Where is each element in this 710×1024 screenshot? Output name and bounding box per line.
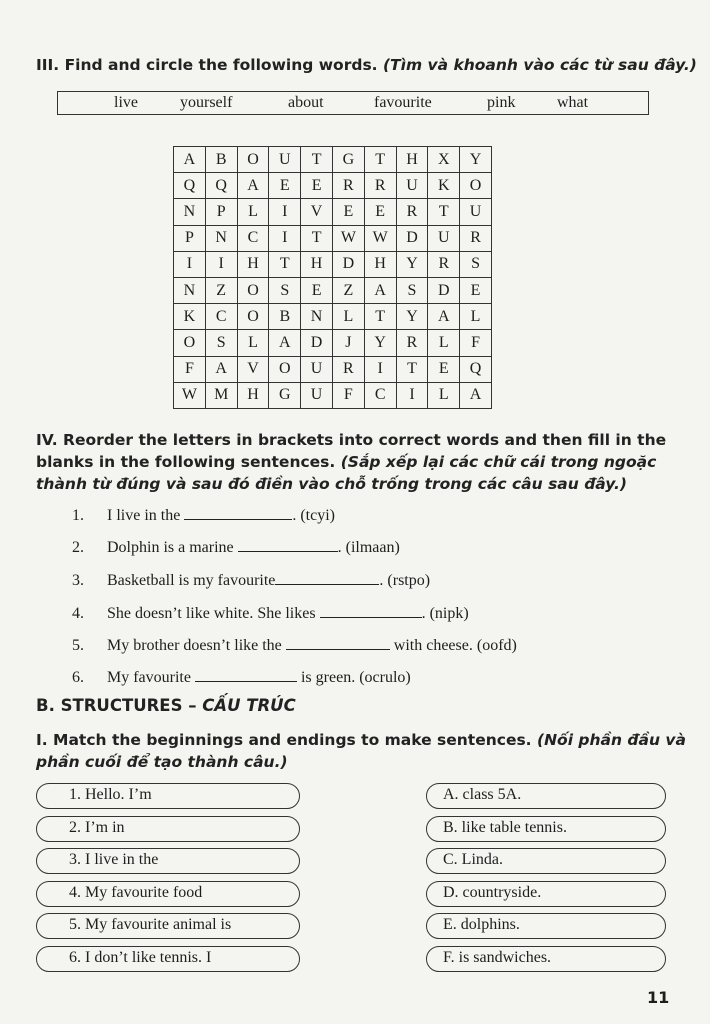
grid-row (174, 277, 492, 303)
grid-cell[interactable]: C (364, 382, 396, 408)
grid-cell[interactable]: T (301, 225, 333, 251)
answer-blank-3[interactable] (275, 570, 379, 585)
grid-cell[interactable]: O (269, 356, 301, 382)
section-b-title-vi: CẤU TRÚC (202, 696, 296, 715)
section-4-title-vi: (Sắp xếp lại các chữ cái trong ngoặc thành từ đúng và sau đó điền vào chỗ trống trong các câu sau đây.) (36, 453, 657, 493)
grid-cell[interactable]: U (301, 382, 333, 408)
grid-cell[interactable]: D (332, 251, 364, 277)
grid-cell[interactable]: D (396, 225, 428, 251)
grid-cell[interactable]: A (460, 382, 492, 408)
match-left-4[interactable]: 4. My favourite food (36, 881, 300, 907)
grid-cell[interactable]: Y (396, 304, 428, 330)
grid-cell[interactable]: I (269, 199, 301, 225)
grid-cell[interactable]: Q (460, 356, 492, 382)
grid-cell[interactable]: I (174, 251, 206, 277)
grid-cell[interactable]: T (301, 147, 333, 173)
grid-cell[interactable]: S (205, 330, 237, 356)
grid-cell[interactable]: N (174, 199, 206, 225)
section-3-title-en: III. Find and circle the following words. (36, 56, 378, 74)
grid-cell[interactable]: O (174, 330, 206, 356)
word-search-grid (173, 146, 492, 409)
grid-cell[interactable]: Q (174, 173, 206, 199)
grid-cell[interactable]: E (301, 173, 333, 199)
grid-cell[interactable]: Y (364, 330, 396, 356)
grid-cell[interactable]: D (301, 330, 333, 356)
section-4-title-en: IV. Reorder the letters in brackets into correct words and then fill in the blanks in the following sentences. (36, 431, 667, 471)
word-live: live (114, 94, 138, 111)
section-3-title (36, 56, 697, 74)
grid-cell[interactable]: U (460, 199, 492, 225)
question-5: 5. My brother doesn’t like the with cheese. (oofd) (72, 637, 517, 654)
grid-cell[interactable]: T (269, 251, 301, 277)
match-left-6[interactable]: 6. I don’t like tennis. I (36, 946, 300, 972)
page-number: 11 (647, 988, 670, 1007)
grid-cell[interactable]: R (332, 356, 364, 382)
match-left-5[interactable]: 5. My favourite animal is (36, 913, 300, 939)
grid-cell[interactable]: G (269, 382, 301, 408)
grid-cell[interactable]: U (428, 225, 460, 251)
grid-cell[interactable]: I (396, 382, 428, 408)
grid-cell[interactable]: H (364, 251, 396, 277)
grid-cell[interactable]: S (269, 277, 301, 303)
grid-cell[interactable]: K (428, 173, 460, 199)
grid-cell[interactable]: I (205, 251, 237, 277)
grid-cell[interactable]: H (237, 382, 269, 408)
match-right-e[interactable]: E. dolphins. (426, 913, 666, 939)
grid-cell[interactable]: N (301, 304, 333, 330)
grid-cell[interactable]: L (460, 304, 492, 330)
grid-cell[interactable]: H (301, 251, 333, 277)
grid-cell[interactable]: E (460, 277, 492, 303)
grid-cell[interactable]: Y (460, 147, 492, 173)
grid-cell[interactable]: M (205, 382, 237, 408)
match-right-b[interactable]: B. like table tennis. (426, 816, 666, 842)
section-1-title-vi: (Nối phần đầu và phần cuối để tạo thành câu.) (36, 731, 686, 771)
grid-row (174, 251, 492, 277)
grid-cell[interactable]: S (460, 251, 492, 277)
grid-row (174, 356, 492, 382)
grid-cell[interactable]: D (428, 277, 460, 303)
grid-cell[interactable]: O (460, 173, 492, 199)
grid-cell[interactable]: W (364, 225, 396, 251)
grid-cell[interactable]: N (205, 225, 237, 251)
grid-cell[interactable]: R (332, 173, 364, 199)
grid-cell[interactable]: E (301, 277, 333, 303)
grid-cell[interactable]: B (205, 147, 237, 173)
grid-row (174, 330, 492, 356)
grid-cell[interactable]: R (364, 173, 396, 199)
grid-cell[interactable]: J (332, 330, 364, 356)
grid-cell[interactable]: L (428, 330, 460, 356)
grid-cell[interactable]: A (237, 173, 269, 199)
answer-blank-1[interactable] (184, 505, 292, 520)
grid-cell[interactable]: Z (205, 277, 237, 303)
grid-cell[interactable]: C (237, 225, 269, 251)
grid-cell[interactable]: L (332, 304, 364, 330)
grid-cell[interactable]: F (460, 330, 492, 356)
grid-cell[interactable]: R (460, 225, 492, 251)
grid-cell[interactable]: E (269, 173, 301, 199)
grid-cell[interactable]: W (174, 382, 206, 408)
grid-cell[interactable]: E (332, 199, 364, 225)
grid-cell[interactable]: P (174, 225, 206, 251)
grid-cell[interactable]: O (237, 304, 269, 330)
section-b-title (36, 696, 296, 715)
grid-cell[interactable]: G (332, 147, 364, 173)
section-1-title (36, 729, 686, 773)
grid-cell[interactable]: Z (332, 277, 364, 303)
grid-cell[interactable]: L (428, 382, 460, 408)
grid-cell[interactable]: V (301, 199, 333, 225)
grid-row (174, 147, 492, 173)
word-list-box (57, 91, 649, 115)
section-b-title-en: B. STRUCTURES – (36, 696, 203, 715)
match-right-a[interactable]: A. class 5A. (426, 783, 666, 809)
match-right-c[interactable]: C. Linda. (426, 848, 666, 874)
question-6: 6. My favourite is green. (ocrulo) (72, 669, 411, 686)
answer-blank-4[interactable] (320, 603, 422, 618)
grid-cell[interactable]: N (174, 277, 206, 303)
grid-cell[interactable]: X (428, 147, 460, 173)
grid-cell[interactable]: H (237, 251, 269, 277)
grid-cell[interactable]: Y (396, 251, 428, 277)
grid-cell[interactable]: F (174, 356, 206, 382)
section-4-title (36, 429, 686, 495)
grid-row (174, 199, 492, 225)
match-left-2[interactable]: 2. I’m in (36, 816, 300, 842)
grid-cell[interactable]: V (237, 356, 269, 382)
question-1: 1. I live in the . (tcyi) (72, 507, 335, 524)
section-3-title-vi: (Tìm và khoanh vào các từ sau đây.) (382, 56, 697, 74)
grid-cell[interactable]: R (396, 199, 428, 225)
word-pink: pink (487, 94, 516, 111)
question-4: 4. She doesn’t like white. She likes . (nipk) (72, 605, 469, 622)
grid-cell[interactable]: I (269, 225, 301, 251)
section-1-title-en: I. Match the beginnings and endings to make sentences. (36, 731, 532, 749)
match-left-3[interactable]: 3. I live in the (36, 848, 300, 874)
grid-cell[interactable]: W (332, 225, 364, 251)
grid-cell[interactable]: R (396, 330, 428, 356)
word-favourite: favourite (374, 94, 432, 111)
grid-cell[interactable]: T (428, 199, 460, 225)
grid-cell[interactable]: T (364, 304, 396, 330)
grid-cell[interactable]: H (396, 147, 428, 173)
word-what: what (557, 94, 589, 111)
answer-blank-2[interactable] (238, 537, 338, 552)
grid-cell[interactable]: A (269, 330, 301, 356)
question-2: 2. Dolphin is a marine . (ilmaan) (72, 539, 400, 556)
grid-cell[interactable]: U (301, 356, 333, 382)
answer-blank-5[interactable] (286, 635, 390, 650)
grid-row (174, 173, 492, 199)
grid-row (174, 382, 492, 408)
grid-cell[interactable]: A (205, 356, 237, 382)
grid-row (174, 225, 492, 251)
grid-cell[interactable]: I (364, 356, 396, 382)
grid-row (174, 304, 492, 330)
match-left-1[interactable]: 1. Hello. I’m (36, 783, 300, 809)
grid-cell[interactable]: O (237, 147, 269, 173)
grid-cell[interactable]: C (205, 304, 237, 330)
grid-cell[interactable]: S (396, 277, 428, 303)
grid-cell[interactable]: T (364, 147, 396, 173)
grid-cell[interactable]: K (174, 304, 206, 330)
grid-cell[interactable]: T (396, 356, 428, 382)
grid-cell[interactable]: E (364, 199, 396, 225)
grid-cell[interactable]: U (396, 173, 428, 199)
grid-cell[interactable]: A (174, 147, 206, 173)
word-about: about (288, 94, 324, 111)
answer-blank-6[interactable] (195, 667, 297, 682)
question-3: 3. Basketball is my favourite . (rstpo) (72, 572, 431, 589)
grid-cell[interactable]: A (364, 277, 396, 303)
grid-cell[interactable]: E (428, 356, 460, 382)
grid-cell[interactable]: Q (205, 173, 237, 199)
grid-cell[interactable]: B (269, 304, 301, 330)
grid-cell[interactable]: R (428, 251, 460, 277)
grid-cell[interactable]: L (237, 199, 269, 225)
grid-cell[interactable]: U (269, 147, 301, 173)
grid-cell[interactable]: F (332, 382, 364, 408)
word-yourself: yourself (180, 94, 233, 111)
grid-cell[interactable]: L (237, 330, 269, 356)
grid-cell[interactable]: O (237, 277, 269, 303)
grid-cell[interactable]: A (428, 304, 460, 330)
match-right-f[interactable]: F. is sandwiches. (426, 946, 666, 972)
match-right-d[interactable]: D. countryside. (426, 881, 666, 907)
grid-cell[interactable]: P (205, 199, 237, 225)
